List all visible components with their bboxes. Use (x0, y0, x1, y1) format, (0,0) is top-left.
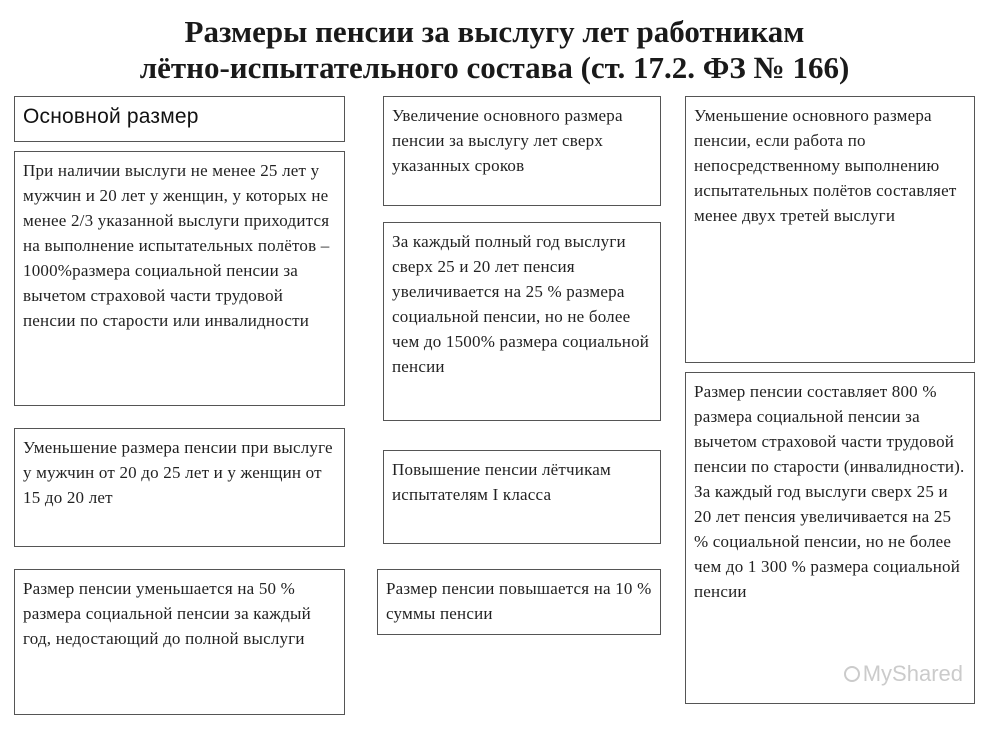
reduction-length-title: Уменьшение размера пенсии при выслуге у мужчин от 20 до 25 лет и у женщин от 15 до 20 лет (14, 428, 345, 547)
increase-title: Увеличение основного размера пенсии за выслугу лет сверх указанных сроков (383, 96, 661, 206)
reduction-flights-text-1: Размер пенсии составляет 800 % размера социальной пенсии за вычетом страховой части трудовой пенсии по старости (инвалидности). (694, 382, 965, 476)
reduction-length-text: Размер пенсии уменьшается на 50 % размера социальной пенсии за каждый год, недостающий до полной выслуги (14, 569, 345, 715)
basic-size-text: При наличии выслуги не менее 25 лет у мужчин и 20 лет у женщин, у которых не менее 2/3 указанной выслуги приходится на выполнение испытательных полётов – 1000%размера социальной пенсии за вычетом страховой части трудовой пенсии по старости или инвалидности (14, 151, 345, 406)
pilot-bonus-title: Повышение пенсии лётчикам испытателям I класса (383, 450, 661, 544)
basic-size-heading: Основной размер (14, 96, 345, 142)
watermark-icon (844, 666, 860, 682)
page-title (0, 14, 989, 86)
pilot-bonus-text: Размер пенсии повышается на 10 % суммы пенсии (377, 569, 661, 635)
title-line-1: Размеры пенсии за выслугу лет работникам (184, 14, 805, 49)
reduction-flights-text-2: За каждый год выслуги сверх 25 и 20 лет пенсия увеличивается на 25 % социальной пенсии, но не более чем до 1 300 % размера социальной пенсии (694, 482, 960, 601)
title-line-2: лётно-испытательного состава (ст. 17.2. ФЗ № 166) (139, 50, 850, 85)
reduction-flights-title: Уменьшение основного размера пенсии, если работа по непосредственному выполнению испытательных полётов составляет менее двух третей выслуги (685, 96, 975, 363)
watermark-text: MyShared (862, 661, 963, 686)
watermark (844, 661, 963, 687)
increase-text: За каждый полный год выслуги сверх 25 и 20 лет пенсия увеличивается на 25 % размера социальной пенсии, но не более чем до 1500% размера социальной пенсии (383, 222, 661, 421)
reduction-flights-text (685, 372, 975, 704)
